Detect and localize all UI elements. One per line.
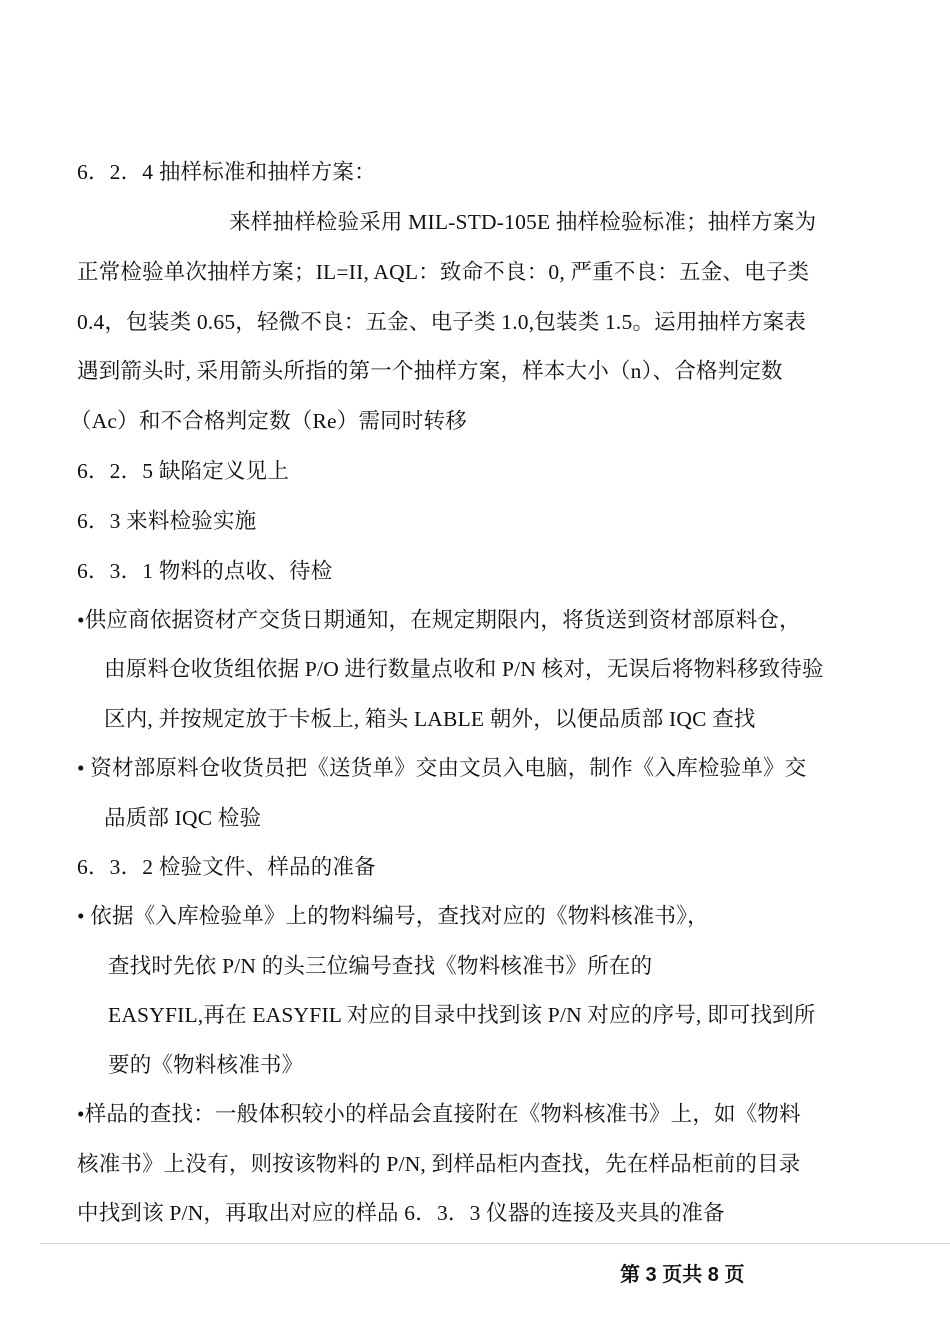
paragraph-line: 0.4，包装类 0.65，轻微不良：五金、电子类 1.0,包装类 1.5。运用抽样方案表 [77, 310, 807, 334]
section-heading-6-3-2: 6．3．2 检验文件、样品的准备 [77, 855, 376, 879]
bullet-item-line: 要的《物料核准书》 [108, 1053, 304, 1077]
paragraph-line: 遇到箭头时, 采用箭头所指的第一个抽样方案，样本大小（n）、合格判定数 [77, 359, 783, 383]
paragraph-line: 来样抽样检验采用 MIL-STD-105E 抽样检验标准；抽样方案为 [229, 210, 817, 234]
bullet-item-line: EASYFIL,再在 EASYFIL 对应的目录中找到该 P/N 对应的序号, 即可找到所 [108, 1003, 816, 1027]
section-heading-6-3: 6．3 来料检验实施 [77, 509, 257, 533]
bullet-item-line: 查找时先依 P/N 的头三位编号查找《物料核准书》所在的 [108, 954, 653, 978]
bullet-item-line: •样品的查找：一般体积较小的样品会直接附在《物料核准书》上，如《物料 [77, 1102, 801, 1126]
bullet-item-line: • 依据《入库检验单》上的物料编号，查找对应的《物料核准书》， [77, 904, 709, 928]
paragraph-line: 正常检验单次抽样方案；IL=II, AQL：致命不良：0, 严重不良：五金、电子类 [77, 260, 810, 284]
bullet-item-line: 中找到该 P/N，再取出对应的样品 6．3．3 仪器的连接及夹具的准备 [77, 1201, 725, 1225]
section-heading-6-3-1: 6．3．1 物料的点收、待检 [77, 559, 333, 583]
bullet-item-line: •供应商依据资材产交货日期通知，在规定期限内，将货送到资材部原料仓， [77, 608, 801, 632]
footer-divider [40, 1243, 950, 1244]
bullet-item-line: 区内, 并按规定放于卡板上, 箱头 LABLE 朝外，以便品质部 IQC 查找 [104, 707, 756, 731]
bullet-item-line: 由原料仓收货组依据 P/O 进行数量点收和 P/N 核对，无误后将物料移致待验 [104, 657, 824, 681]
bullet-item-line: • 资材部原料仓收货员把《送货单》交由文员入电脑，制作《入库检验单》交 [77, 756, 807, 780]
paragraph-line: （Ac）和不合格判定数（Re）需同时转移 [70, 409, 467, 433]
bullet-item-line: 核准书》上没有，则按该物料的 P/N, 到样品柜内查找，先在样品柜前的目录 [77, 1152, 801, 1176]
page-number-footer: 第 3 页共 8 页 [620, 1264, 745, 1286]
section-heading-6-2-4: 6．2．4 抽样标准和抽样方案： [77, 160, 376, 184]
section-heading-6-2-5: 6．2．5 缺陷定义见上 [77, 459, 290, 483]
bullet-item-line: 品质部 IQC 检验 [104, 806, 262, 830]
